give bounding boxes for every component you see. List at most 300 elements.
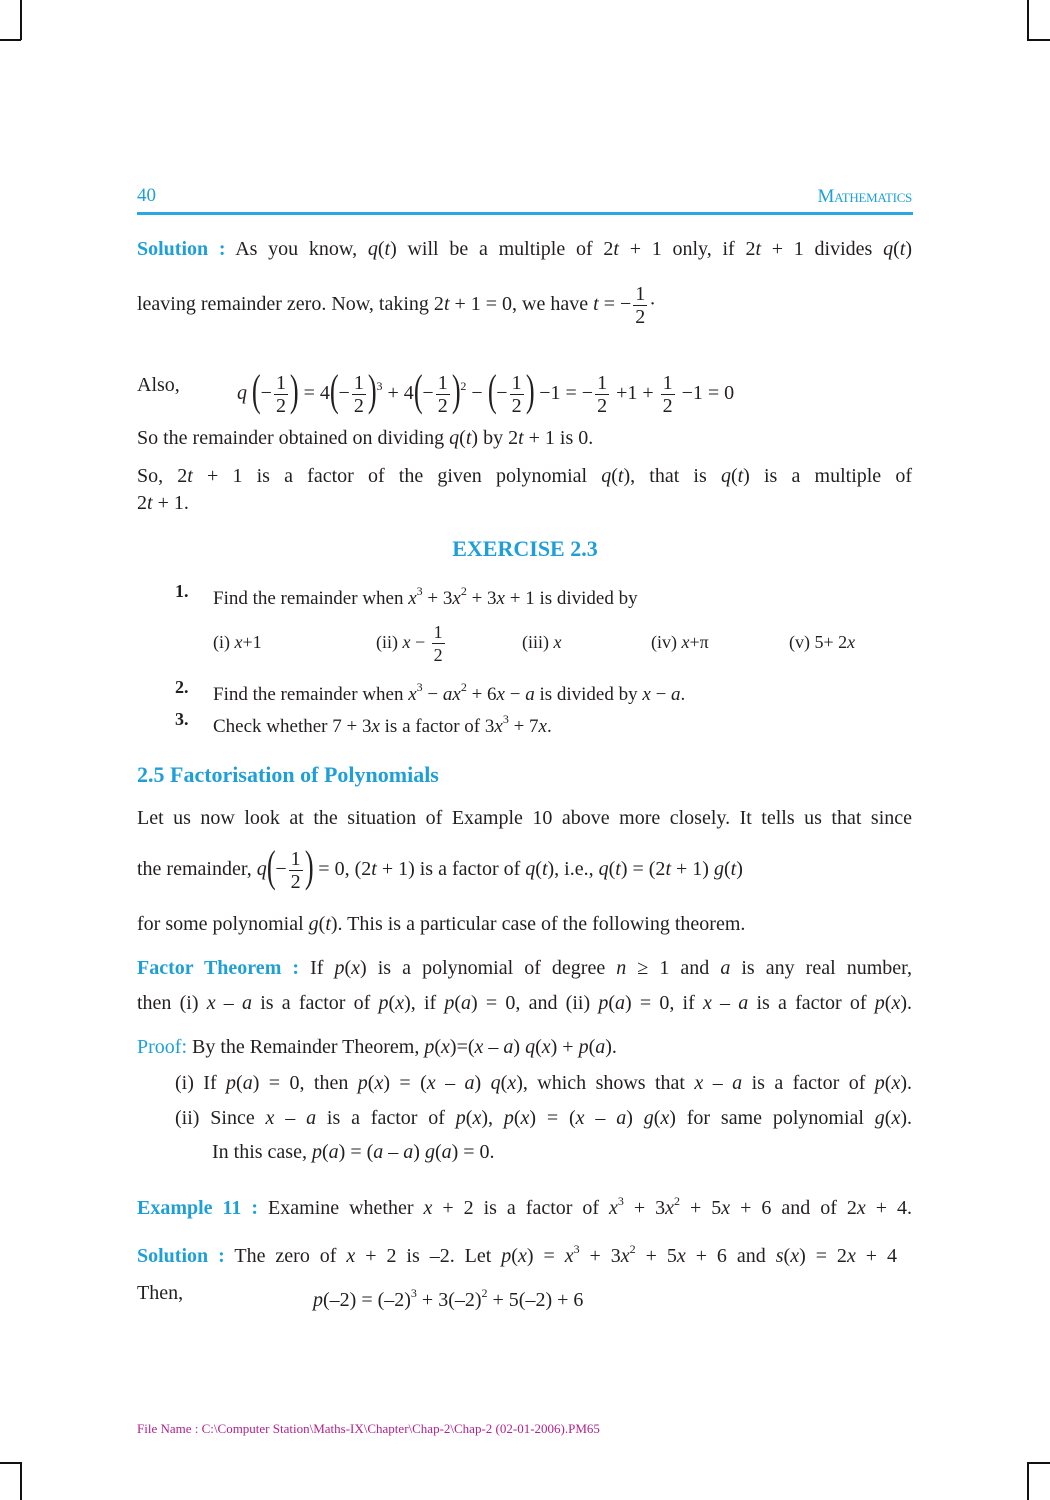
math-variable: a bbox=[306, 1107, 317, 1129]
math-variable: p bbox=[503, 1107, 514, 1129]
paragraph-line bbox=[137, 490, 189, 516]
text: ( bbox=[723, 858, 731, 880]
math-variable: t bbox=[665, 858, 671, 880]
option-iv bbox=[651, 620, 709, 664]
math-variable: x bbox=[206, 992, 216, 1014]
superscript: 3 bbox=[617, 1194, 624, 1208]
text: ≥ 1 and bbox=[626, 957, 721, 979]
text: + 3 bbox=[623, 1197, 666, 1219]
paragraph-line bbox=[137, 425, 593, 451]
text: − bbox=[466, 382, 488, 404]
text: + 3 bbox=[422, 588, 453, 609]
math-variable: t bbox=[465, 427, 472, 449]
superscript: 2 bbox=[674, 1194, 681, 1208]
math-variable: p bbox=[874, 992, 885, 1014]
math-variable: t bbox=[755, 238, 762, 260]
math-variable: x bbox=[517, 1245, 527, 1267]
math-variable: g bbox=[308, 913, 319, 935]
numerator: 1 bbox=[353, 371, 364, 394]
crop-mark bbox=[1027, 1462, 1029, 1500]
text: ( bbox=[893, 238, 900, 260]
math-variable: t bbox=[541, 858, 548, 880]
text: If bbox=[299, 957, 335, 979]
math-variable: x bbox=[265, 1107, 275, 1129]
math-variable: q bbox=[525, 858, 536, 880]
math-variable: x bbox=[846, 1245, 856, 1267]
superscript: 2 bbox=[460, 680, 467, 694]
text: ( bbox=[434, 1141, 442, 1163]
superscript: 2 bbox=[460, 584, 467, 598]
paragraph-line bbox=[137, 911, 745, 937]
math-variable: p bbox=[874, 1072, 885, 1094]
text: . bbox=[546, 716, 552, 737]
text: + 4 bbox=[382, 382, 414, 404]
math-variable: s bbox=[775, 1245, 784, 1267]
denominator: 2 bbox=[353, 394, 364, 417]
denominator: 2 bbox=[290, 870, 301, 893]
proof-line bbox=[175, 1105, 912, 1131]
text: is divided by bbox=[534, 684, 643, 705]
math-variable: n bbox=[616, 957, 627, 979]
text: ) is a polynomial of degree bbox=[360, 957, 617, 979]
text: +1 + bbox=[611, 382, 659, 404]
text: ) = ( bbox=[529, 1107, 576, 1129]
math-variable: x bbox=[538, 716, 547, 737]
math-variable: x bbox=[408, 588, 417, 609]
solution-line bbox=[137, 236, 912, 262]
superscript: 3 bbox=[416, 680, 423, 694]
superscript: 3 bbox=[416, 584, 423, 598]
math-fraction bbox=[432, 621, 445, 666]
math-variable: x bbox=[402, 632, 411, 652]
math-variable: x bbox=[496, 684, 505, 705]
text: ) by 2 bbox=[471, 427, 519, 449]
text: ) = ( bbox=[338, 1141, 374, 1163]
math-variable: a bbox=[671, 684, 681, 705]
math-variable: p bbox=[357, 1072, 368, 1094]
text: ). bbox=[900, 1072, 913, 1094]
theorem-line bbox=[137, 990, 912, 1016]
text: + 1 is a factor of the given polynomial bbox=[192, 465, 602, 487]
math-variable: x bbox=[856, 1197, 866, 1219]
text: – bbox=[711, 992, 739, 1014]
text: +π bbox=[689, 632, 709, 652]
text: ), i.e., bbox=[547, 858, 599, 880]
text: = 0, (2 bbox=[313, 858, 372, 880]
crop-mark bbox=[0, 39, 21, 41]
text: = − bbox=[598, 293, 632, 315]
text: ( bbox=[884, 1107, 892, 1129]
text: ) is a multiple of bbox=[743, 465, 913, 487]
text: ( bbox=[318, 913, 326, 935]
file-name-footer: File Name : C:\Computer Station\Maths-IX\Chapter\Chap-2\Chap-2 (02-01-2006).PM65 bbox=[137, 1421, 600, 1436]
text: is a factor of bbox=[742, 1072, 875, 1094]
text: ( bbox=[535, 1036, 542, 1058]
header-rule bbox=[137, 212, 913, 215]
text: − bbox=[422, 684, 443, 705]
text: (iii) bbox=[522, 632, 554, 652]
text: + 1 is divided by bbox=[504, 588, 638, 609]
math-variable: t bbox=[737, 465, 744, 487]
math-variable: x bbox=[507, 1072, 517, 1094]
text: ), which shows that bbox=[516, 1072, 695, 1094]
text: + 5(–2) + 6 bbox=[487, 1289, 584, 1311]
parenthesis: ) bbox=[451, 366, 461, 416]
text: ) + bbox=[550, 1036, 579, 1058]
text: + 3(–2) bbox=[416, 1289, 482, 1311]
label-heading: Example 11 : bbox=[137, 1197, 259, 1219]
math-variable: p bbox=[424, 1036, 435, 1058]
exercise-title: EXERCISE 2.3 bbox=[452, 536, 598, 561]
superscript: 3 bbox=[410, 1286, 417, 1300]
label-heading: Factor Theorem : bbox=[137, 957, 300, 979]
option-i bbox=[213, 620, 262, 664]
text: ) = 0. bbox=[451, 1141, 495, 1163]
text: ( bbox=[730, 465, 738, 487]
solution-line bbox=[137, 282, 656, 328]
superscript: 3 bbox=[502, 712, 509, 726]
text: ) bbox=[626, 1107, 644, 1129]
math-variable: x bbox=[609, 1197, 618, 1219]
text: + 6 bbox=[466, 684, 497, 705]
text: ) = bbox=[526, 1245, 565, 1267]
crop-mark bbox=[20, 1462, 22, 1500]
text: ). bbox=[605, 1036, 617, 1058]
question-text bbox=[213, 706, 552, 740]
denominator: 2 bbox=[511, 394, 522, 417]
math-variable: p bbox=[444, 992, 455, 1014]
math-variable: a bbox=[461, 992, 472, 1014]
text: ( bbox=[884, 1072, 892, 1094]
numerator: 1 bbox=[662, 371, 673, 394]
parenthesis: ) bbox=[304, 842, 314, 892]
math-variable: x bbox=[676, 1245, 686, 1267]
text: − bbox=[422, 382, 434, 404]
denominator: 2 bbox=[275, 394, 286, 417]
text: ) bbox=[474, 1072, 491, 1094]
text: · bbox=[649, 293, 656, 315]
math-variable: t bbox=[443, 293, 450, 315]
math-variable: t bbox=[518, 427, 524, 449]
math-variable: a bbox=[464, 1072, 475, 1094]
text: ) for same polynomial bbox=[669, 1107, 875, 1129]
math-variable: q bbox=[490, 1072, 501, 1094]
math-variable: x bbox=[790, 1245, 800, 1267]
text: ( bbox=[608, 992, 615, 1014]
text: ), bbox=[481, 1107, 504, 1129]
math-variable: p bbox=[501, 1245, 512, 1267]
text: (ii) Since bbox=[175, 1107, 266, 1129]
text: Check whether 7 + 3 bbox=[213, 716, 372, 737]
math-variable: t bbox=[899, 238, 906, 260]
denominator: 2 bbox=[635, 305, 646, 328]
math-fraction bbox=[633, 283, 647, 328]
text: So, 2 bbox=[137, 465, 188, 487]
crop-mark bbox=[0, 1462, 21, 1464]
theorem-line bbox=[137, 955, 912, 981]
text: + 7 bbox=[508, 716, 539, 737]
math-variable: x bbox=[891, 992, 901, 1014]
crop-mark bbox=[1027, 39, 1050, 41]
label-heading: Solution : bbox=[137, 238, 226, 260]
text: − bbox=[504, 684, 526, 705]
math-fraction bbox=[661, 372, 675, 417]
text: ) = 0, if bbox=[624, 992, 703, 1014]
text: − bbox=[496, 382, 508, 404]
equation bbox=[313, 1280, 583, 1313]
text: ( bbox=[611, 465, 618, 487]
text: ) bbox=[736, 858, 743, 880]
text: The zero of bbox=[224, 1245, 347, 1267]
text: Find the remainder when bbox=[213, 588, 409, 609]
text: − bbox=[260, 382, 272, 404]
paragraph-line: Let us now look at the situation of Example 10 above more closely. It tells us that since bbox=[137, 807, 912, 829]
math-variable: q bbox=[720, 465, 731, 487]
text: ( bbox=[454, 992, 462, 1014]
math-variable: x bbox=[642, 684, 651, 705]
math-variable: x bbox=[374, 1072, 384, 1094]
text: + 1) bbox=[671, 858, 714, 880]
text: −1 = 0 bbox=[676, 382, 735, 404]
text: + 4 bbox=[855, 1245, 898, 1267]
text: (iv) bbox=[651, 632, 682, 652]
text: (v) 5+ 2 bbox=[789, 632, 848, 652]
label-heading: Proof: bbox=[137, 1036, 187, 1058]
superscript: 3 bbox=[376, 379, 383, 393]
math-variable: x bbox=[620, 1245, 630, 1267]
math-variable: p bbox=[455, 1107, 466, 1129]
text: ( bbox=[465, 1107, 473, 1129]
text: So the remainder obtained on dividing bbox=[137, 427, 450, 449]
text: + 1 is 0. bbox=[523, 427, 594, 449]
math-variable: x bbox=[541, 1036, 551, 1058]
math-fraction bbox=[289, 848, 303, 893]
text: By the Remainder Theorem, bbox=[187, 1036, 425, 1058]
math-variable: x bbox=[891, 1072, 901, 1094]
math-fraction bbox=[510, 372, 524, 417]
text: −1 = − bbox=[534, 382, 594, 404]
math-variable: p bbox=[226, 1072, 237, 1094]
text: Examine whether bbox=[258, 1197, 424, 1219]
math-variable: x bbox=[496, 588, 505, 609]
math-variable: x bbox=[847, 632, 856, 652]
text: the remainder, bbox=[137, 858, 257, 880]
math-variable: g bbox=[713, 858, 724, 880]
math-variable: q bbox=[237, 382, 247, 404]
math-variable: x bbox=[346, 1245, 356, 1267]
text: + 3 bbox=[579, 1245, 621, 1267]
question-number: 2. bbox=[175, 677, 189, 697]
text: ( bbox=[783, 1245, 791, 1267]
math-variable: a bbox=[738, 992, 749, 1014]
text: + 2 is –2. Let bbox=[355, 1245, 502, 1267]
option-v bbox=[789, 620, 855, 664]
parenthesis: ) bbox=[289, 366, 299, 416]
text: ), that is bbox=[623, 465, 721, 487]
math-variable: p bbox=[313, 1289, 323, 1311]
math-variable: x bbox=[665, 1197, 675, 1219]
text: then (i) bbox=[137, 992, 207, 1014]
math-variable: q bbox=[883, 238, 894, 260]
math-variable: ax bbox=[442, 684, 461, 705]
superscript: 2 bbox=[629, 1242, 636, 1256]
text: ( bbox=[884, 992, 892, 1014]
text: ( bbox=[377, 238, 385, 260]
text: – bbox=[435, 1072, 465, 1094]
text: ( bbox=[344, 957, 352, 979]
math-variable: x bbox=[408, 684, 417, 705]
math-variable: t bbox=[730, 858, 737, 880]
math-fraction bbox=[274, 372, 288, 417]
text: ) = ( bbox=[383, 1072, 427, 1094]
text: ( bbox=[513, 1107, 521, 1129]
example-line bbox=[137, 1188, 912, 1221]
math-variable: t bbox=[187, 465, 193, 487]
math-fraction bbox=[595, 372, 609, 417]
text: – bbox=[215, 992, 243, 1014]
math-variable: g bbox=[874, 1107, 885, 1129]
denominator: 2 bbox=[597, 394, 608, 417]
text: is a factor of bbox=[316, 1107, 456, 1129]
text: ( bbox=[500, 1072, 508, 1094]
then-label: Then, bbox=[137, 1282, 184, 1304]
text: – bbox=[274, 1107, 307, 1129]
text: (i) bbox=[213, 632, 235, 652]
math-variable: p bbox=[578, 1036, 589, 1058]
math-variable: x bbox=[472, 1107, 482, 1129]
text: − bbox=[338, 382, 350, 404]
denominator: 2 bbox=[433, 645, 443, 666]
text: + 1) is a factor of bbox=[376, 858, 526, 880]
proof-line bbox=[175, 1070, 912, 1096]
math-variable: x bbox=[426, 1072, 436, 1094]
text: ) bbox=[905, 238, 912, 260]
text: ) bbox=[413, 1141, 425, 1163]
math-variable: a bbox=[614, 992, 625, 1014]
math-variable: a bbox=[242, 1072, 253, 1094]
solution-line bbox=[137, 1236, 897, 1269]
also-label: Also, bbox=[137, 374, 180, 396]
math-variable: x bbox=[520, 1107, 530, 1129]
parenthesis: ( bbox=[413, 366, 423, 416]
math-variable: x bbox=[351, 957, 361, 979]
math-variable: t bbox=[593, 293, 599, 315]
math-variable: x bbox=[564, 1245, 574, 1267]
text: ( bbox=[653, 1107, 661, 1129]
numerator: 1 bbox=[290, 847, 301, 870]
text: ) will be a multiple of 2 bbox=[390, 238, 614, 260]
denominator: 2 bbox=[662, 394, 673, 417]
text: + 6 and of 2 bbox=[730, 1197, 857, 1219]
text: + 5 bbox=[635, 1245, 677, 1267]
math-variable: t bbox=[371, 858, 377, 880]
text: – bbox=[584, 1107, 617, 1129]
text: ) = 0, and (ii) bbox=[471, 992, 599, 1014]
math-variable: q bbox=[601, 465, 612, 487]
math-variable: a bbox=[373, 1141, 384, 1163]
math-variable: x bbox=[660, 1107, 670, 1129]
math-variable: t bbox=[615, 858, 621, 880]
math-variable: q bbox=[256, 858, 267, 880]
text: As you know, bbox=[225, 238, 368, 260]
text: +1 bbox=[242, 632, 262, 652]
numerator: 1 bbox=[433, 622, 443, 643]
parenthesis: ( bbox=[251, 366, 261, 416]
text: − bbox=[650, 684, 672, 705]
math-variable: x bbox=[395, 992, 405, 1014]
numerator: 1 bbox=[511, 371, 522, 394]
math-variable: x bbox=[575, 1107, 585, 1129]
math-variable: a bbox=[720, 957, 731, 979]
text: + 3 bbox=[466, 588, 497, 609]
question-number: 1. bbox=[175, 581, 189, 601]
text: ( bbox=[588, 1036, 596, 1058]
text: ( bbox=[434, 1036, 442, 1058]
numerator: 1 bbox=[437, 371, 448, 394]
math-variable: p bbox=[378, 992, 389, 1014]
math-variable: x bbox=[494, 716, 503, 737]
math-variable: a bbox=[403, 1141, 414, 1163]
superscript: 3 bbox=[573, 1242, 580, 1256]
text: 2 bbox=[137, 492, 147, 514]
running-title: Mathematics bbox=[817, 186, 912, 207]
crop-mark bbox=[1027, 0, 1029, 40]
page-number: 40 bbox=[137, 185, 156, 206]
paragraph-line bbox=[137, 842, 743, 893]
question-text bbox=[213, 674, 685, 708]
text: ) = 2 bbox=[799, 1245, 847, 1267]
paragraph-line bbox=[137, 463, 912, 489]
option-ii bbox=[376, 620, 447, 666]
text: ) = (2 bbox=[620, 858, 666, 880]
math-variable: p bbox=[311, 1141, 322, 1163]
math-variable: p bbox=[598, 992, 609, 1014]
text: + 5 bbox=[680, 1197, 722, 1219]
parenthesis: ( bbox=[487, 366, 497, 416]
math-variable: x bbox=[721, 1197, 731, 1219]
text: + 1 = 0, we have bbox=[449, 293, 594, 315]
numerator: 1 bbox=[635, 282, 646, 305]
text: + 4. bbox=[865, 1197, 912, 1219]
math-variable: a bbox=[732, 1072, 743, 1094]
text: is a factor of bbox=[748, 992, 875, 1014]
math-variable: x bbox=[452, 588, 461, 609]
text: ). bbox=[900, 992, 912, 1014]
math-fraction bbox=[436, 372, 450, 417]
text: + 1 divides bbox=[761, 238, 884, 260]
math-variable: x bbox=[474, 1036, 484, 1058]
proof-line bbox=[212, 1139, 495, 1165]
math-variable: x bbox=[681, 632, 690, 652]
text: + 6 and bbox=[685, 1245, 776, 1267]
math-variable: a bbox=[328, 1141, 339, 1163]
question-text bbox=[213, 578, 638, 612]
text: In this case, bbox=[212, 1141, 312, 1163]
math-variable: q bbox=[598, 858, 609, 880]
math-variable: x bbox=[423, 1197, 433, 1219]
text: ) = 0, then bbox=[252, 1072, 358, 1094]
math-variable: q bbox=[525, 1036, 536, 1058]
math-variable: x bbox=[234, 632, 243, 652]
parenthesis: ( bbox=[266, 842, 276, 892]
math-variable: t bbox=[617, 465, 624, 487]
text: ( bbox=[608, 858, 616, 880]
math-variable: t bbox=[325, 913, 331, 935]
question-number: 3. bbox=[175, 709, 189, 729]
text: is any real number, bbox=[730, 957, 912, 979]
text: ) bbox=[513, 1036, 526, 1058]
text: Find the remainder when bbox=[213, 684, 409, 705]
